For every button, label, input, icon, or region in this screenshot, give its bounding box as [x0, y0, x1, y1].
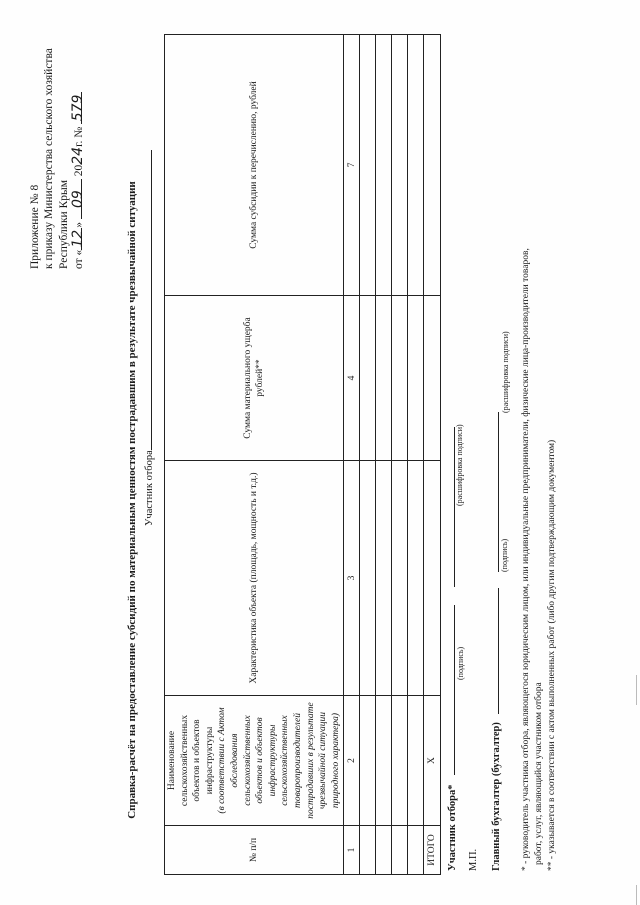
- accountant-signature-line: [486, 412, 504, 871]
- cell[interactable]: [360, 696, 376, 826]
- footnote-1-cont: работ, услуг, являющийся участником отбора: [534, 682, 544, 865]
- table-total-row: [424, 35, 441, 875]
- participant-top-line: [141, 150, 155, 526]
- cell[interactable]: [392, 696, 408, 826]
- date-year: 24: [69, 146, 86, 165]
- col-number-1: 1: [344, 826, 360, 875]
- page-title: Справка-расчёт на предоставление субсидий по материальным ценностям пострадавшим в результате чрезвычайной ситуации: [126, 181, 138, 819]
- cell[interactable]: [376, 35, 392, 296]
- accountant-signature-caption: (подпись): [500, 538, 509, 572]
- cell[interactable]: [408, 296, 424, 461]
- date-month: 09: [71, 179, 82, 219]
- table-row: [408, 35, 424, 875]
- date-day: 12: [71, 228, 82, 250]
- col-number-4: 4: [344, 296, 360, 461]
- table-row: [392, 35, 408, 875]
- cell[interactable]: [376, 696, 392, 826]
- appendix-line-3: Республики Крым: [57, 180, 70, 269]
- cell[interactable]: [408, 826, 424, 875]
- accountant-label: Главный бухгалтер (бухгалтер): [491, 722, 502, 871]
- header-damage-sum: Сумма материального ущерба рублей**: [165, 296, 344, 461]
- cell[interactable]: [392, 296, 408, 461]
- cell[interactable]: [360, 461, 376, 696]
- participant-top-label: Участник отбора: [144, 450, 155, 526]
- number-prefix: г. №: [72, 126, 85, 147]
- participant-label: Участник отбора*: [447, 784, 458, 871]
- cell[interactable]: [360, 35, 376, 296]
- cell[interactable]: [408, 35, 424, 296]
- header-subsidy-sum: Сумма субсидии к перечислению, рублей: [165, 35, 344, 296]
- date-mid: »: [72, 222, 85, 228]
- cell[interactable]: [424, 296, 441, 461]
- accountant-signature-field[interactable]: [488, 588, 499, 714]
- participant-decode-field[interactable]: [444, 427, 455, 587]
- cell[interactable]: [392, 35, 408, 296]
- date-prefix: от «: [72, 249, 85, 269]
- scan-edge-mark: [636, 675, 637, 705]
- cell[interactable]: [392, 826, 408, 875]
- header-object-name-main: Наименование сельскохозяйственных объектов и объектов инфраструктуры: [167, 714, 215, 807]
- col-number-2: 2: [344, 696, 360, 826]
- subsidy-table: [164, 34, 441, 875]
- participant-decode-caption: (расшифровка подписи): [455, 424, 464, 506]
- appendix-date-line: [71, 48, 86, 269]
- stamp-label: М.П.: [468, 848, 479, 871]
- cell[interactable]: [408, 461, 424, 696]
- participant-top-field[interactable]: [141, 150, 152, 450]
- document-number: 579: [71, 92, 82, 124]
- col-number-3: 3: [344, 461, 360, 696]
- total-mark: X: [424, 696, 441, 826]
- appendix-line-2: к приказу Министерства сельского хозяйства: [43, 48, 56, 269]
- table-header-row: [165, 35, 344, 875]
- header-characteristic: Характеристика объекта (площадь, мощность и т.д.): [165, 461, 344, 696]
- appendix-line-1: Приложение № 8: [29, 184, 41, 269]
- header-number: № п/п: [165, 826, 344, 875]
- cell[interactable]: [392, 461, 408, 696]
- cell[interactable]: [376, 296, 392, 461]
- cell[interactable]: [376, 826, 392, 875]
- table-row-numbers: [344, 35, 360, 875]
- header-object-name: [165, 696, 344, 826]
- footnote-1: * - руководитель участника отбора, являющегося юридическим лицом, или индивидуальные предприниматели, физические лица-производители товаров,: [521, 248, 531, 871]
- table-row: [360, 35, 376, 875]
- cell[interactable]: [424, 35, 441, 296]
- header-object-name-note: (в соответствии с Актом обследования сельскохозяйственных объектов и объектов инфраструктуры сельскохозяйственных товаропроизводителей пострадавших в результате чрезвычайной ситуации природного характера): [217, 702, 341, 819]
- cell[interactable]: [408, 696, 424, 826]
- total-label: ИТОГО: [424, 826, 441, 875]
- accountant-decode-caption: (расшифровка подписи): [501, 331, 510, 413]
- table-row: [376, 35, 392, 875]
- cell[interactable]: [360, 826, 376, 875]
- participant-signature-caption: (подпись): [456, 646, 465, 680]
- appendix-header: [28, 48, 86, 269]
- col-number-7: 7: [344, 35, 360, 296]
- scan-edge-mark: [636, 885, 637, 905]
- cell[interactable]: [424, 461, 441, 696]
- footnote-2: ** - указывается в соответствии с актом выполненных работ (либо другим подтверждающим документом): [547, 439, 557, 871]
- cell[interactable]: [360, 296, 376, 461]
- participant-signature-field[interactable]: [444, 605, 455, 775]
- date-year-prefix: 20: [72, 164, 85, 177]
- cell[interactable]: [376, 461, 392, 696]
- accountant-decode-field[interactable]: [488, 412, 499, 572]
